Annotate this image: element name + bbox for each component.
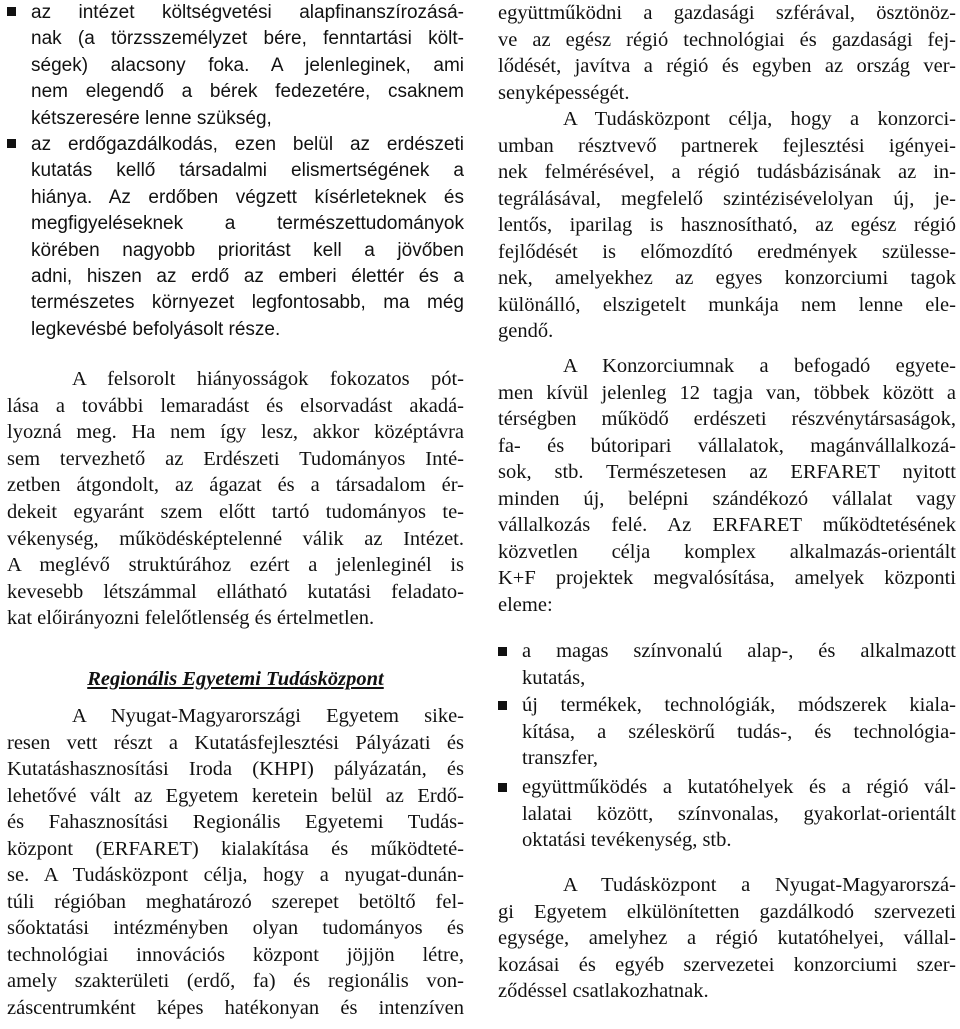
text-line: gi Egyetem elkülönítetten gazdálkodó szervezeti xyxy=(498,900,956,923)
text-line: legkevésbé befolyásolt része. xyxy=(31,318,281,340)
paragraph-consortium xyxy=(498,353,956,618)
paragraph-deficiencies-summary xyxy=(7,366,464,632)
text-line: senyképességét. xyxy=(498,81,630,104)
text-line: A Tudásközpont célja, hogy a konzorci- xyxy=(563,108,956,130)
text-line: A meglévő struktúrához ezért a jelenleginél is xyxy=(7,554,464,577)
bullet-square-icon xyxy=(7,139,16,148)
text-line: kat előirányozni felelőtlenség és értelmetlen. xyxy=(7,607,375,630)
paragraph-knowledge-center-goal xyxy=(498,106,956,345)
text-line: oktatási tevékenység, stb. xyxy=(522,829,732,851)
text-line: A Tudásközpont a Nyugat-Magyarorszá- xyxy=(563,874,956,896)
text-line: a magas színvonalú alap-, és alkalmazott xyxy=(522,640,956,662)
text-line: ve az egész régió technológiai és gazdasági fej- xyxy=(498,28,956,51)
text-line: men kívül jelenleg 12 tagja van, többek között a xyxy=(498,381,956,404)
text-line: egysége, amelyhez a régió kutatóhelyei, vállal- xyxy=(498,927,956,949)
text-line: természetes környezet legfontosabb, ma még xyxy=(31,292,464,314)
text-line: különálló, elszigetelt munkája nem lenne ele- xyxy=(498,293,956,316)
text-line: kítása, a széleskörű tudás-, és technológia- xyxy=(522,720,956,743)
text-line: lása a további lemaradást és elsorvadást akadá- xyxy=(7,394,464,417)
text-line: kozásai és egyéb szervezetei konzorciumi szer- xyxy=(498,953,956,976)
text-line: fa- és bútoripari vállalatok, magánvállalkozá- xyxy=(498,434,956,457)
text-line: dekeit egyaránt szem előtt tartó tudományos te- xyxy=(7,500,464,523)
text-line: transzfer, xyxy=(522,747,599,769)
text-line: kutatás, xyxy=(522,666,586,689)
list-item xyxy=(522,692,956,772)
text-line: megfigyeléseknek a természettudományok xyxy=(31,213,464,235)
text-line: zetben átgondolt, az ágazat és a társadalom ér- xyxy=(7,474,464,497)
text-line: resen vett részt a Kutatásfejlesztési Pályázati és xyxy=(7,731,464,754)
text-line: lalatai között, színvonalas, gyakorlat-orientált xyxy=(522,802,956,825)
text-line: sőoktatási intézményben olyan tudományos és xyxy=(7,917,464,939)
text-line: umban résztvevő partnerek fejlesztési igényei- xyxy=(498,134,956,157)
text-line: vállalkozás felé. Az ERFARET működtetésének xyxy=(498,514,956,536)
text-line: eleme: xyxy=(498,593,553,616)
text-line: túli régióban meghatározó szerepet betöltő fel- xyxy=(7,890,464,913)
text-line: nem elegendő a bérek fedezetére, csaknem xyxy=(31,81,464,103)
list-item xyxy=(31,132,464,343)
text-line: A Nyugat-Magyarországi Egyetem sike- xyxy=(72,705,464,727)
text-line: technológiai innovációs központ jöjjön létre, xyxy=(7,943,464,966)
list-item xyxy=(522,774,956,854)
paragraph-erfaret-intro xyxy=(7,703,464,1021)
text-line: Kutatáshasznosítási Iroda (KHPI) pályázatán, és xyxy=(7,758,464,780)
paragraph-cooperation xyxy=(498,0,956,106)
text-line: körében nagyobb prioritást kell a jövőben xyxy=(31,239,464,261)
text-line: lődését, javítva a régió és egyben az ország ver- xyxy=(498,55,956,77)
text-line: kutatás kellő társadalmi elismertségének a xyxy=(31,160,464,182)
text-line: hiánya. Az erdőben végzett kísérleteknek és xyxy=(31,186,464,208)
text-line: együttműködni a gazdasági szférával, ösztönöz- xyxy=(498,2,956,24)
text-line: sok, stb. Természetesen az ERFARET nyitott xyxy=(498,461,956,483)
text-line: az intézet költségvetési alapfinanszírozásá- xyxy=(31,2,464,23)
text-line: ségek) alacsony foka. A jelenleginek, ami xyxy=(31,54,464,76)
text-line: lentős, iparilag is hasznosítható, az egész régió xyxy=(498,214,956,236)
text-line: tegrálásával, megfelelő szintézisévelolyan új, je- xyxy=(498,187,956,210)
text-line: amely szakterületi (erdő, fa) és regionális von- xyxy=(7,970,464,992)
text-line: nek, amelyekhez az egyes konzorciumi tagok xyxy=(498,267,956,289)
text-line: sem tervezhető az Erdészeti Tudományos Inté- xyxy=(7,447,464,470)
text-line: az erdőgazdálkodás, ezen belül az erdészeti xyxy=(31,134,464,155)
bullet-square-icon xyxy=(498,701,507,710)
text-line: záscentrumként képes hatékonyan és intenzíven xyxy=(7,996,464,1019)
text-line: A felsorolt hiányosságok fokozatos pót- xyxy=(72,368,464,390)
bullet-square-icon xyxy=(7,7,16,16)
text-line: fejlődését is előmozdító eredmények szülesse- xyxy=(498,240,956,263)
text-line: minden új, belépni szándékozó vállalat vagy xyxy=(498,487,956,510)
text-line: kétszeresére lenne szükség, xyxy=(31,107,272,129)
text-line: és Fahasznosítási Regionális Egyetemi Tudás- xyxy=(7,811,464,833)
paragraph-knowledge-center-unit xyxy=(498,872,956,1005)
text-line: A Konzorciumnak a befogadó egyete- xyxy=(563,355,956,377)
text-line: együttműködés a kutatóhelyek és a régió vál- xyxy=(522,776,956,798)
text-line: adni, hiszen az erdő az emberi élettér és a xyxy=(31,266,464,288)
text-line: nek felmérésével, a régió tudásbázisának az in- xyxy=(498,161,956,183)
text-line: se. A Tudásközpont célja, hogy a nyugat-dunán- xyxy=(7,864,464,886)
text-line: K+F projektek megvalósítása, amelyek központi xyxy=(498,567,956,589)
text-line: közvetlen célja komplex alkalmazás-orientált xyxy=(498,540,956,563)
text-line: gendő. xyxy=(498,320,554,342)
list-item xyxy=(31,0,464,132)
text-line: vékenység, működésképtelenné válik az Intézet. xyxy=(7,527,464,550)
text-line: központ (ERFARET) kialakítása és működteté- xyxy=(7,837,464,860)
text-line: lehetővé vált az Egyetem keretein belül az Erdő- xyxy=(7,784,464,807)
text-line: térségben működő erdészeti részvénytársaságok, xyxy=(498,408,956,430)
text-line: kevesebb létszámmal ellátható kutatási feladato- xyxy=(7,580,464,603)
text-line: nak (a törzsszemélyzet bére, fenntartási költ- xyxy=(31,28,464,50)
text-line: ződéssel csatlakozhatnak. xyxy=(498,980,709,1002)
list-item xyxy=(522,638,956,691)
bullet-square-icon xyxy=(498,647,507,656)
section-heading: Regionális Egyetemi Tudásközpont xyxy=(87,668,384,690)
text-line: új termékek, technológiák, módszerek kiala- xyxy=(522,694,956,716)
bullet-square-icon xyxy=(498,783,507,792)
text-line: lyozná meg. Ha nem így lesz, akkor középtávra xyxy=(7,421,464,444)
